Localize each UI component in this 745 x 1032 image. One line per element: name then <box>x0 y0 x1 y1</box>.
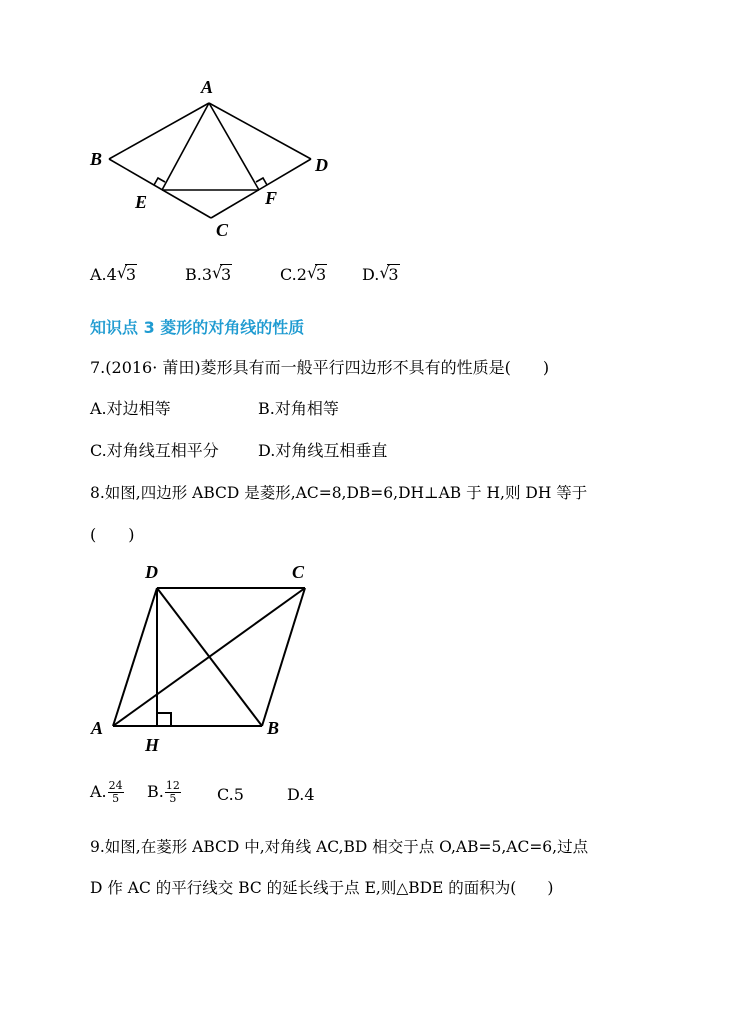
label-e: E <box>135 192 148 212</box>
q7-stem: 7.(2016· 莆田)菱形具有而一般平行四边形不具有的性质是( ) <box>90 358 550 377</box>
label-a: A <box>91 718 104 738</box>
sqrt-symbol: √ 3 <box>212 263 232 284</box>
q7-option-b: B.对角相等 <box>258 399 339 418</box>
figure-rhombus-aef <box>85 75 345 245</box>
q7-option-c: C.对角线互相平分 <box>90 441 219 460</box>
label-f: F <box>265 188 278 208</box>
label-d: D <box>145 562 158 582</box>
q8-stem-line2: ( ) <box>90 525 135 544</box>
right-angle-mark-f <box>256 178 267 185</box>
q6-option-d: D. √ 3 <box>362 263 399 284</box>
q9-stem-line1: 9.如图,在菱形 ABCD 中,对角线 AC,BD 相交于点 O,AB=5,AC=6,过点 <box>90 838 589 856</box>
q8-option-c: C.5 <box>217 785 244 804</box>
sqrt-symbol: √ 3 <box>116 263 137 284</box>
label-a: A <box>201 77 214 97</box>
q9-stem-line2: D 作 AC 的平行线交 BC 的延长线于点 E,则△BDE 的面积为( ) <box>90 879 554 897</box>
label-c: C <box>216 220 229 240</box>
label-b: B <box>90 149 103 169</box>
right-angle-mark-h <box>157 713 171 726</box>
label-c: C <box>292 562 305 582</box>
q6-option-b: B.3 √ 3 <box>185 263 232 284</box>
section-title: 知识点 3 菱形的对角线的性质 <box>90 318 305 337</box>
label-b: B <box>267 718 280 738</box>
q7-option-d: D.对角线互相垂直 <box>258 441 388 460</box>
fraction: $\frac{12}{5}$ <box>165 779 180 805</box>
q8-option-a: A. $\frac{24}{5}$ <box>90 779 123 805</box>
q6-option-c: C.2 √ 3 <box>280 263 327 284</box>
figure-rhombus-abcd <box>85 558 325 758</box>
diagonal-db <box>157 588 262 726</box>
segment-bc <box>109 159 211 218</box>
segment-da <box>113 588 157 726</box>
sqrt-symbol: √ 3 <box>306 263 327 284</box>
label-d: D <box>315 155 328 175</box>
q8-option-b: B. $\frac{12}{5}$ <box>147 779 180 805</box>
q7-option-a: A.对边相等 <box>90 399 171 418</box>
segment-dc <box>211 159 311 218</box>
fraction: $\frac{24}{5}$ <box>108 779 123 805</box>
q8-stem-line1: 8.如图,四边形 ABCD 是菱形,AC=8,DB=6,DH⊥AB 于 H,则 DH 等于 <box>90 484 588 502</box>
right-angle-mark-e <box>154 178 165 185</box>
segment-bc <box>262 588 305 726</box>
label-h: H <box>145 735 160 755</box>
q8-option-d: D.4 <box>287 785 315 804</box>
q6-option-a: A.4 √ 3 <box>90 263 137 284</box>
sqrt-symbol: √ 3 <box>379 263 399 284</box>
